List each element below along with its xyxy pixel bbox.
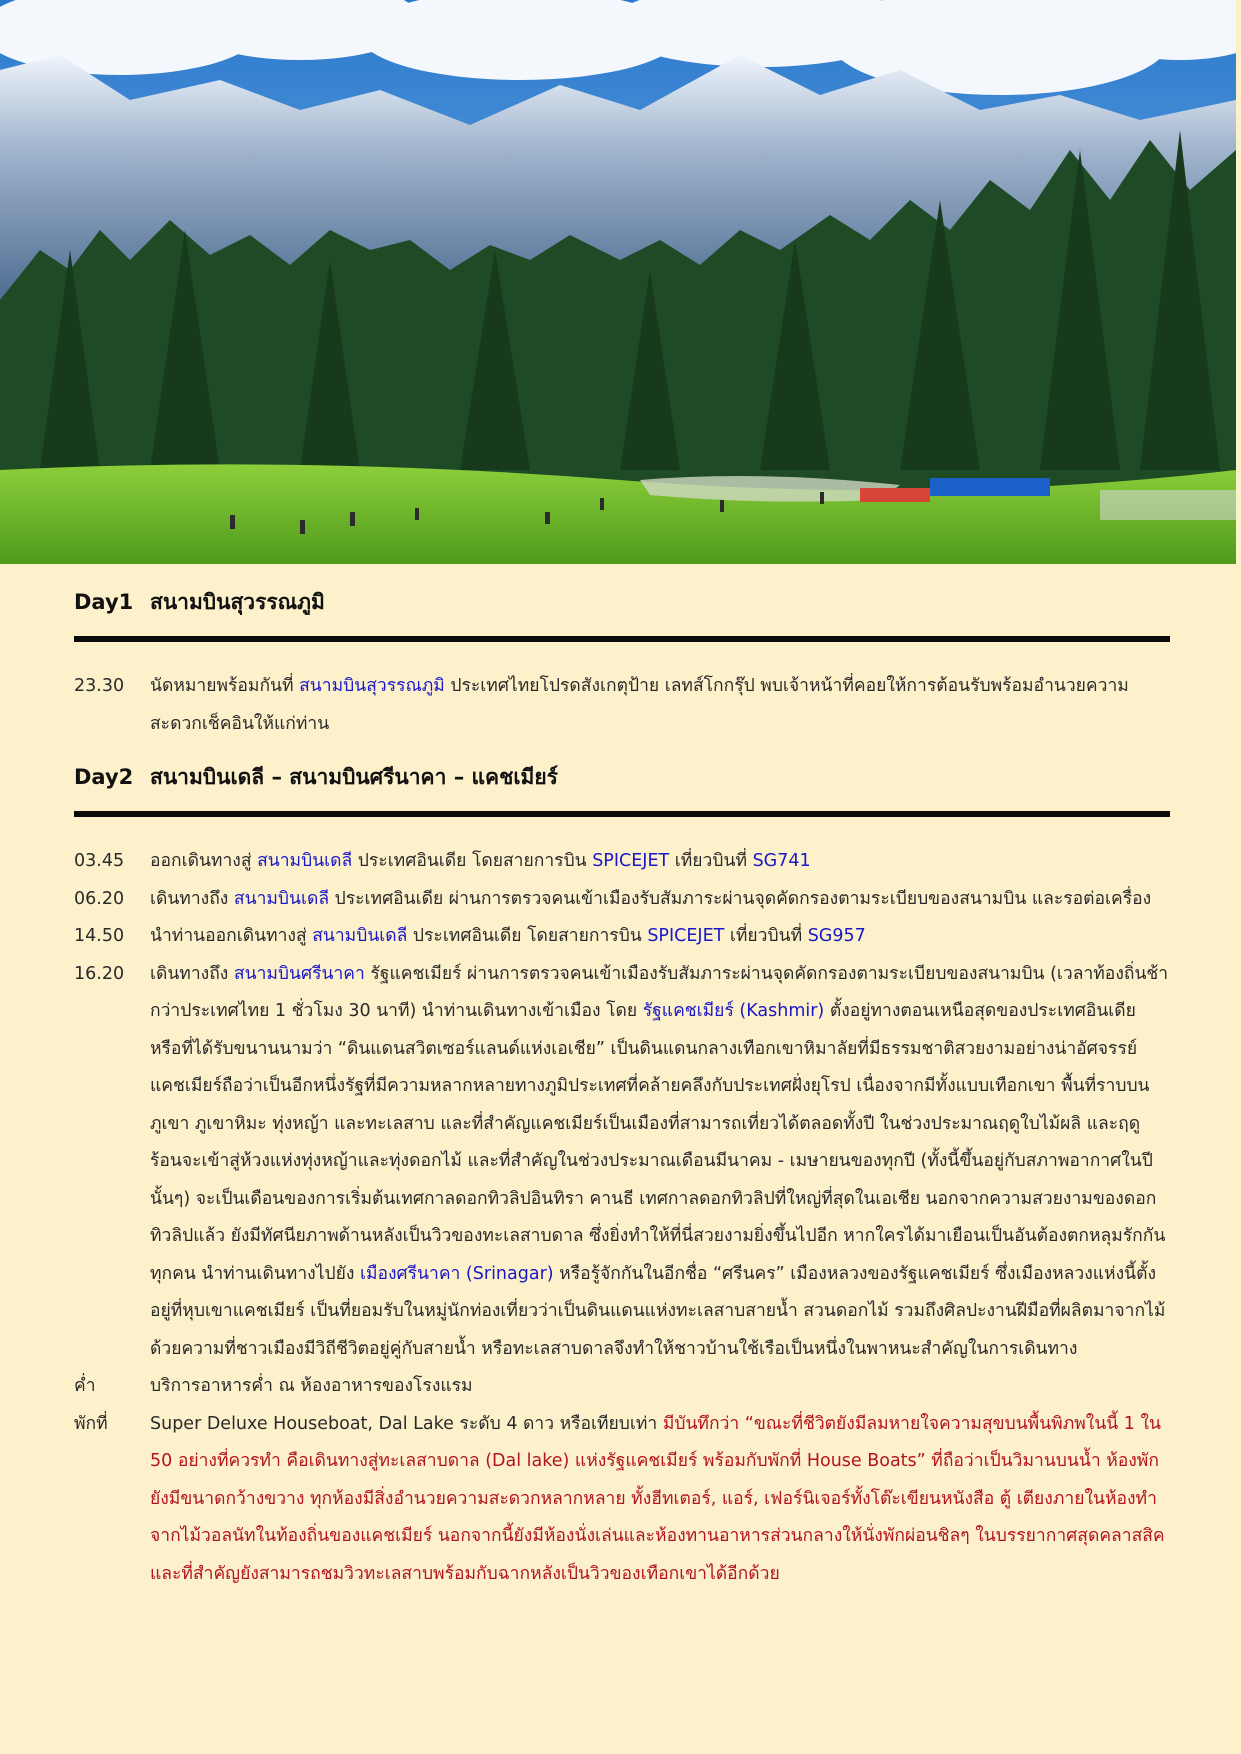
item-time: พักที่ [74, 1413, 108, 1434]
kashmir-landscape-image [0, 0, 1236, 564]
item-text [150, 881, 1170, 919]
item-text [150, 956, 1170, 1369]
day2-item-1620 [74, 956, 1170, 1369]
day1-header [74, 586, 1170, 632]
day2-divider [74, 811, 1170, 817]
text-part: ออกเดินทางสู่ [150, 851, 258, 871]
day2-item-1450 [74, 918, 1170, 956]
day2-item-0345 [74, 843, 1170, 881]
hotel-name: Super Deluxe Houseboat, Dal Lake ระดับ 4 ดาว หรือเทียบเท่า [150, 1413, 663, 1434]
day1-divider [74, 636, 1170, 642]
highlight-place: สนามบินสุวรรณภูมิ [299, 676, 445, 696]
day2-title: สนามบินเดลี – สนามบินศรีนาคา – แคชเมียร์ [150, 765, 558, 789]
text-part: นำท่านออกเดินทางสู่ [150, 926, 313, 946]
highlight-place: สนามบินเดลี [257, 851, 353, 871]
text-part: รัฐแคชเมียร์ ผ่านการตรวจคนเข้าเมืองรับสัมภาระผ่านจุดคัดกรองตามระเบียบของสนามบิน (เวลาท้องถิ่นช้ากว่าประเทศไทย 1 ชั่วโมง 30 นาที) นำท่านเดินทางเข้าเมือง โดย [150, 963, 1169, 1021]
item-time: 03.45 [74, 851, 125, 871]
text-part: ตั้งอยู่ทางตอนเหนือสุดของประเทศอินเดีย หรือที่ได้รับขนานนามว่า “ดินแดนสวิตเซอร์แลนด์แห่งเอเชีย” เป็นดินแดนกลางเทือกเขาหิมาลัยที่มีธรรมชาติสวยงามอย่างน่าอัศจรรย์ แคชเมียร์ถือว่าเป็นอีกหนึ่งรัฐที่มีความหลากหลายทางภูมิประเทศที่คล้ายคลึงกับประเทศฝั่งยุโรป เนื่องจากมีทั้งแบบเทือกเขา พื้นที่ราบบนภูเขา ภูเขาหิมะ ทุ่งหญ้า และทะเลสาบ และที่สำคัญแคชเมียร์เป็นเมืองที่สามารถเที่ยวได้ตลอดทั้งปี ในช่วงประมาณฤดูใบไม้ผลิ และฤดูร้อนจะเข้าสู่ห้วงแห่งทุ่งหญ้าและทุ่งดอกไม้ และที่สำคัญในช่วงประมาณเดือนมีนาคม - เมษายนของทุกปี (ทั้งนี้ขึ้นอยู่กับสภาพอากาศในปีนั้นๆ) จะเป็นเดือนของการเริ่มต้นเทศกาลดอกทิวลิปอินทิรา คานธี เทศกาลดอกทิวลิปที่ใหญ่ที่สุดในเอเชีย นอกจากความสวยงามของดอกทิวลิปแล้ว ยังมีทัศนียภาพด้านหลังเป็นวิวของทะเลสาบดาล ซึ่งยิ่งทำให้ที่นี่สวยงามยิ่งขึ้นไปอีก หากใครได้มาเยือนเป็นอันต้องตกหลุมรักกันทุกคน นำท่านเดินทางไปยัง [150, 1001, 1166, 1284]
day1-title: สนามบินสุวรรณภูมิ [150, 590, 325, 614]
highlight-place: สนามบินเดลี [233, 888, 330, 909]
item-time: 14.50 [74, 926, 125, 946]
day2-header [74, 761, 1170, 807]
highlight-place: รัฐแคชเมียร์ (Kashmir) [642, 1001, 825, 1021]
text-part: ประเทศอินเดีย โดยสายการบิน [407, 926, 648, 946]
item-text: บริการอาหารค่ำ ณ ห้องอาหารของโรงแรม [150, 1376, 473, 1396]
text-part: ประเทศอินเดีย โดยสายการบิน [352, 851, 593, 871]
highlight-place: เมืองศรีนาคา (Srinagar) [359, 1263, 554, 1284]
text-part: เดินทางถึง [150, 888, 234, 909]
day2-dinner [74, 1368, 1170, 1406]
text-part: เดินทางถึง [150, 963, 234, 984]
highlight-flight: SG957 [807, 926, 866, 946]
hero-photo [0, 0, 1236, 564]
item-text [150, 668, 1170, 743]
day1-item-2330 [74, 668, 1170, 743]
highlight-flight: SG741 [752, 851, 811, 871]
highlight-place: สนามบินศรีนาคา [233, 963, 365, 984]
item-time: 23.30 [74, 676, 125, 696]
day1-label: Day1 [74, 590, 134, 614]
day2-accommodation [74, 1406, 1170, 1594]
text-part: เที่ยวบินที่ [669, 851, 753, 871]
text-part: หรือรู้จักกันในอีกชื่อ “ศรีนคร” เมืองหลวงของรัฐแคชเมียร์ ซึ่งเมืองหลวงแห่งนี้ตั้งอยู่ที่หุบเขาแคชเมียร์ เป็นที่ยอมรับในหมู่นักท่องเที่ยวว่าเป็นดินแดนแห่งทะเลสาบสายน้ำ สวนดอกไม้ รวมถึงศิลปะงานฝีมือที่ผลิตมาจากไม้ ด้วยความที่ชาวเมืองมีวิถีชีวิตอยู่คู่กับสายน้ำ หรือทะเลสาบดาลจึงทำให้ชาวบ้านใช้เรือเป็นหนึ่งในพาหนะสำคัญในการเดินทาง [150, 1263, 1166, 1359]
item-time: 16.20 [74, 963, 125, 984]
highlight-place: สนามบินเดลี [312, 926, 408, 946]
item-text [150, 918, 1170, 956]
text-part: นัดหมายพร้อมกันที่ [150, 676, 300, 696]
text-part: ประเทศอินเดีย ผ่านการตรวจคนเข้าเมืองรับสัมภาระผ่านจุดคัดกรองตามระเบียบของสนามบิน และรอต่อเครื่อง [329, 888, 1152, 909]
item-text [150, 843, 1170, 881]
text-part: ประเทศไทยโปรดสังเกตุป้าย เลทส์โกกรุ๊ป พบเจ้าหน้าที่คอยให้การต้อนรับพร้อมอำนวยความสะดวกเช็คอินให้แก่ท่าน [150, 676, 1129, 734]
hotel-description: มีบันทึกว่า “ขณะที่ชีวิตยังมีลมหายใจความสุขบนพื้นพิภพในนี้ 1 ใน 50 อย่างที่ควรทำ คือเดินทางสู่ทะเลสาบดาล (Dal lake) แห่งรัฐแคชเมียร์ พร้อมกับพักที่ House Boats” ที่ถือว่าเป็นวิมานบนน้ำ ห้องพักยังมีขนาดกว้างขวาง ทุกห้องมีสิ่งอำนวยความสะดวกหลากหลาย ทั้งฮีทเตอร์, แอร์, เฟอร์นิเจอร์ทั้งโต๊ะเขียนหนังสือ ตู้ เตียงภายในห้องทำจากไม้วอลนัทในท้องถิ่นของแคชเมียร์ นอกจากนี้ยังมีห้องนั่งเล่นและห้องทานอาหารส่วนกลางให้นั่งพักผ่อนชิลๆ ในบรรยากาศสุดคลาสสิค และที่สำคัญยังสามารถชมวิวทะเลสาบพร้อมกับฉากหลังเป็นวิวของเทือกเขาได้อีกด้วย [150, 1413, 1165, 1584]
item-text [150, 1406, 1170, 1594]
highlight-airline: SPICEJET [647, 926, 725, 946]
day2-item-0620 [74, 881, 1170, 919]
text-part: เที่ยวบินที่ [724, 926, 808, 946]
itinerary [74, 564, 1170, 1593]
item-time: ค่ำ [74, 1376, 96, 1396]
highlight-airline: SPICEJET [592, 851, 670, 871]
day2-label: Day2 [74, 765, 134, 789]
item-time: 06.20 [74, 888, 125, 909]
